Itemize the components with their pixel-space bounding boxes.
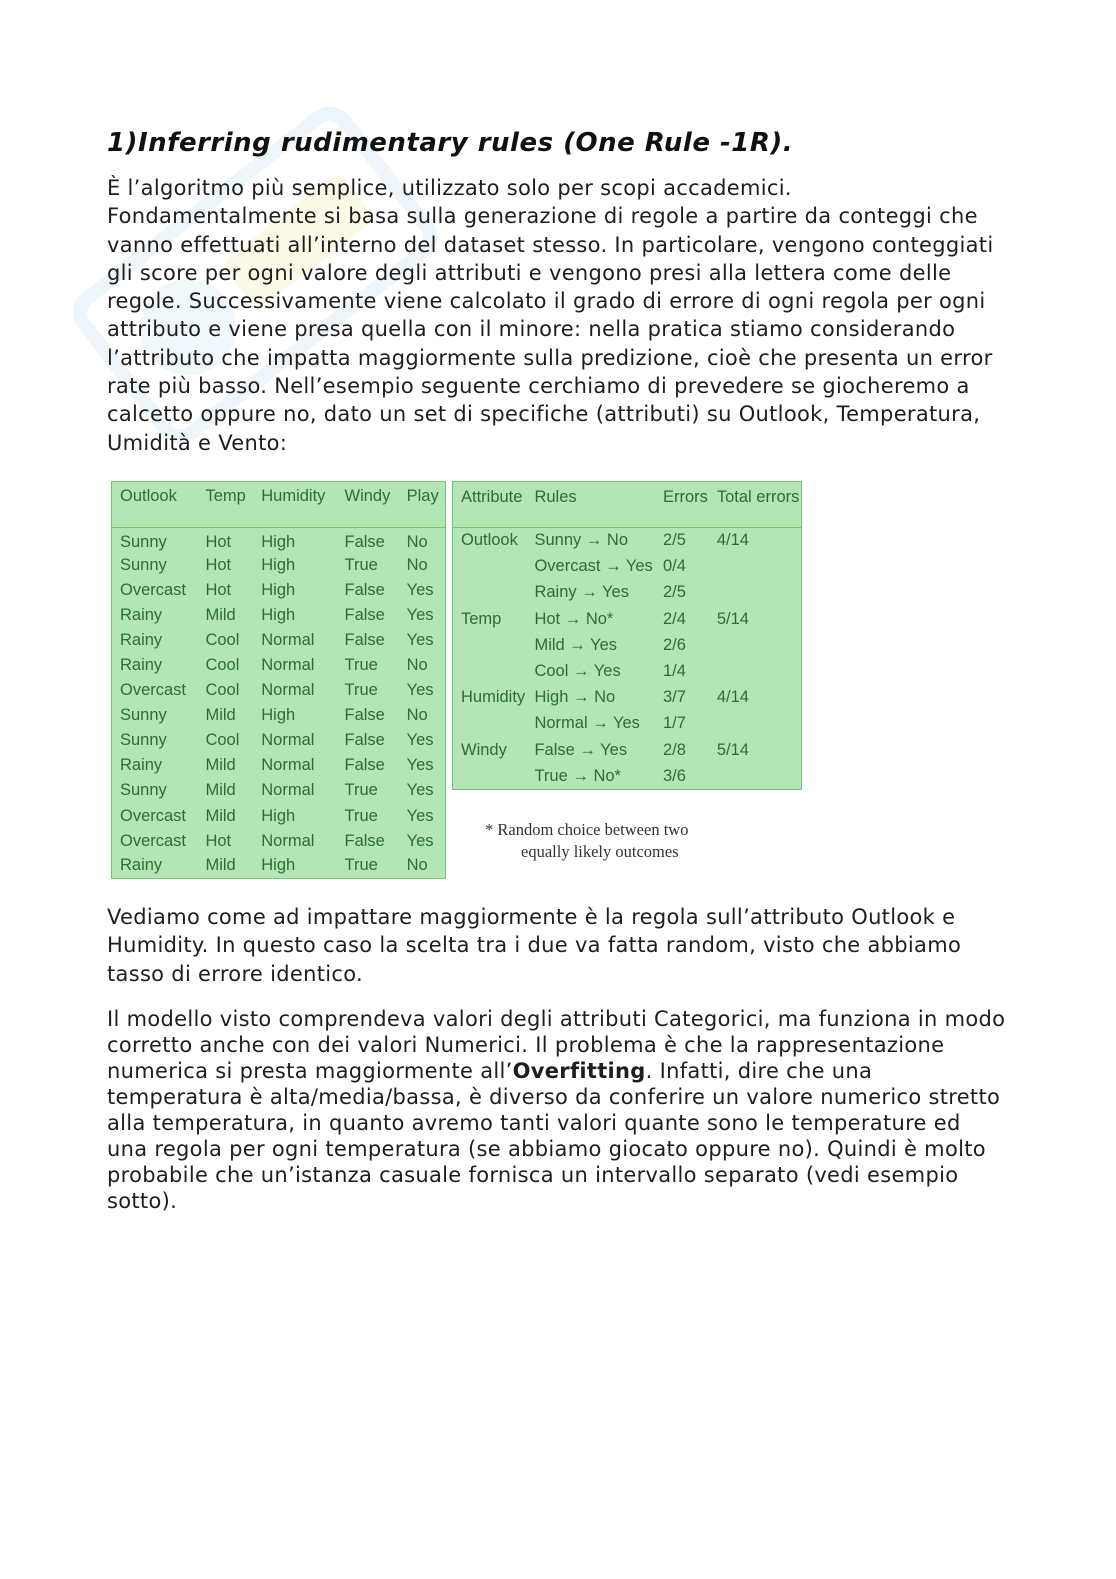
weather-cell: Overcast xyxy=(120,681,187,700)
weather-cell: Yes xyxy=(406,781,434,800)
table-row xyxy=(112,653,446,678)
table-row xyxy=(112,804,446,829)
weather-cell: False xyxy=(344,532,385,551)
weather-cell: True xyxy=(344,655,378,674)
rules-cell xyxy=(453,580,527,606)
rules-cell xyxy=(709,580,802,606)
table-row xyxy=(453,527,802,553)
rules-cell xyxy=(453,711,527,737)
table-row xyxy=(453,658,802,684)
weather-header-cell: Outlook xyxy=(112,481,198,527)
weather-cell: Sunny xyxy=(120,781,167,800)
weather-cell: Cool xyxy=(205,681,240,700)
weather-cell: Rainy xyxy=(120,605,163,624)
rules-cell: 3/7 xyxy=(663,688,686,707)
rules-cell: Cool → Yes xyxy=(534,662,621,680)
weather-cell: Sunny xyxy=(120,731,167,750)
rules-cell: 3/6 xyxy=(663,766,686,785)
figure-1r-example xyxy=(107,481,1007,881)
rules-cell: Overcast → Yes xyxy=(534,557,653,576)
rules-cell: 4/14 xyxy=(716,531,749,550)
weather-cell: False xyxy=(344,706,385,725)
weather-cell: Sunny xyxy=(120,532,167,551)
weather-header-cell: Temp xyxy=(197,481,253,527)
weather-cell: True xyxy=(344,781,378,800)
weather-cell: High xyxy=(261,856,296,875)
weather-cell: Rainy xyxy=(120,630,163,649)
weather-cell: True xyxy=(344,555,378,574)
rules-cell xyxy=(709,711,802,737)
rules-cell: Windy xyxy=(461,740,507,759)
table-row xyxy=(112,578,446,603)
weather-cell: Mild xyxy=(205,706,236,725)
weather-cell: Rainy xyxy=(120,856,163,875)
weather-cell: Overcast xyxy=(120,831,187,850)
weather-cell: Cool xyxy=(205,731,240,750)
weather-cell: Hot xyxy=(205,532,232,551)
rules-header-cell: Attribute xyxy=(453,481,527,527)
rules-cell: Outlook xyxy=(461,531,518,550)
weather-cell: Yes xyxy=(406,731,434,750)
rules-cell xyxy=(709,554,802,580)
table-row xyxy=(112,854,446,879)
weather-header-cell: Play xyxy=(399,481,446,527)
footnote-line-1: * Random choice between two xyxy=(485,819,689,839)
rules-cell: 0/4 xyxy=(663,557,686,576)
paragraph-overfitting xyxy=(107,1006,1007,1214)
rules-cell: True → No* xyxy=(534,766,621,785)
weather-cell: True xyxy=(344,806,378,825)
rules-cell: Humidity xyxy=(461,688,526,707)
weather-cell: No xyxy=(406,655,428,674)
weather-header-cell: Humidity xyxy=(253,481,336,527)
weather-cell: Sunny xyxy=(120,706,167,725)
rules-cell: Mild → Yes xyxy=(534,635,618,654)
rules-cell: 2/6 xyxy=(663,635,686,654)
paragraph-overfitting-end: . Infatti, dire che una temperatura è alta/media/bassa, è diverso da conferire un valore numerico stretto alla temperatura, in quanto avremo tanti valori quante sono le temperature ed una regola per ogni temperatura (se abbiamo giocato oppure no). Quindi è molto probabile che un’istanza casuale fornisca un intervallo separato (vedi esempio sotto). xyxy=(107,1058,1001,1213)
weather-cell: Normal xyxy=(261,681,315,700)
weather-cell: True xyxy=(344,856,378,875)
paragraph-outlook-humidity: Vediamo come ad impattare maggiormente è la regola sull’attributo Outlook e Humidity. In questo caso la scelta tra i due va fatta random, visto che abbiamo tasso di errore identico. xyxy=(107,904,962,986)
rules-cell xyxy=(453,658,527,684)
rules-cell xyxy=(453,554,527,580)
rules-cell xyxy=(709,763,802,789)
weather-cell: Hot xyxy=(205,580,232,599)
rules-header-cell: Total errors xyxy=(709,481,802,527)
weather-cell: Normal xyxy=(261,781,315,800)
rules-header-cell: Errors xyxy=(655,481,709,527)
rules-cell: False → Yes xyxy=(534,740,628,759)
intro-paragraph: È l’algoritmo più semplice, utilizzato solo per scopi accademici. Fondamentalmente si basa sulla generazione di regole a partire da conteggi che vanno effettuati all’interno del dataset stesso. In particolare, vengono conteggiati gli score per ogni valore degli attributi e vengono presi alla lettera come delle regole. Successivamente viene calcolato il grado di errore di ogni regola per ogni attributo e viene presa quella con il minore: nella pratica stiamo considerando l’attributo che impatta maggiormente sulla predizione, cioè che presenta un error rate più basso. Nell’esempio seguente cerchiamo di prevedere se giocheremo a calcetto oppure no, dato un set di specifiche (attributi) su Outlook, Temperatura, Umidità e Vento: xyxy=(107,176,994,455)
rules-cell xyxy=(453,763,527,789)
weather-cell: Yes xyxy=(406,831,434,850)
weather-header-cell: Windy xyxy=(337,481,399,527)
table-row xyxy=(112,603,446,628)
weather-cell: Mild xyxy=(205,806,236,825)
weather-cell: Mild xyxy=(205,756,236,775)
weather-cell: Overcast xyxy=(120,580,187,599)
table-row xyxy=(453,554,802,580)
rules-cell: 2/4 xyxy=(663,609,686,628)
rules-cell: High → No xyxy=(534,688,616,707)
weather-cell: False xyxy=(344,605,385,624)
table-row xyxy=(453,711,802,737)
weather-cell: Normal xyxy=(261,831,315,850)
weather-cell: Yes xyxy=(406,681,434,700)
weather-cell: Hot xyxy=(205,831,232,850)
rules-cell: 2/5 xyxy=(663,583,686,602)
weather-cell: Sunny xyxy=(120,555,167,574)
table-row xyxy=(453,606,802,632)
weather-cell: Normal xyxy=(261,756,315,775)
rules-cell: 4/14 xyxy=(716,688,749,707)
weather-cell: Yes xyxy=(406,630,434,649)
weather-cell: Rainy xyxy=(120,655,163,674)
table-row xyxy=(112,753,446,778)
rules-cell: Rainy → Yes xyxy=(534,583,629,602)
footnote-random-choice xyxy=(485,819,688,863)
weather-cell: Yes xyxy=(406,756,434,775)
rules-cell: 5/14 xyxy=(716,609,749,628)
weather-cell: False xyxy=(344,756,385,775)
rules-cell: Hot → No* xyxy=(534,609,614,628)
rules-cell: Temp xyxy=(461,609,502,628)
table-row xyxy=(112,553,446,578)
table-row xyxy=(112,527,446,552)
weather-cell: False xyxy=(344,580,385,599)
overfitting-term: Overfitting xyxy=(512,1058,646,1083)
weather-cell: Rainy xyxy=(120,756,163,775)
rules-cell: 1/4 xyxy=(663,662,686,680)
weather-cell: Yes xyxy=(406,580,434,599)
weather-cell: Mild xyxy=(205,856,236,875)
footnote-line-2: equally likely outcomes xyxy=(521,841,679,861)
table-row xyxy=(112,778,446,803)
table-row xyxy=(453,737,802,763)
weather-cell: High xyxy=(261,555,296,574)
weather-cell: Normal xyxy=(261,731,315,750)
rules-errors-table xyxy=(452,481,802,790)
table-row xyxy=(453,763,802,789)
weather-cell: High xyxy=(261,532,296,551)
rules-cell: Normal → Yes xyxy=(534,714,640,733)
table-row xyxy=(112,829,446,854)
weather-cell: Hot xyxy=(205,555,232,574)
table-row xyxy=(453,685,802,711)
rules-cell: 2/5 xyxy=(663,531,686,550)
rules-cell: 2/8 xyxy=(663,740,686,759)
section-heading: 1)Inferring rudimentary rules (One Rule -1R). xyxy=(107,128,794,158)
table-row xyxy=(453,580,802,606)
table-row xyxy=(453,632,802,658)
weather-cell: Mild xyxy=(205,605,236,624)
weather-cell: Yes xyxy=(406,806,434,825)
weather-cell: Cool xyxy=(205,655,240,674)
weather-cell: False xyxy=(344,630,385,649)
weather-cell: Overcast xyxy=(120,806,187,825)
rules-header-cell: Rules xyxy=(526,481,655,527)
rules-cell xyxy=(453,632,527,658)
weather-cell: Cool xyxy=(205,630,240,649)
table-row xyxy=(112,678,446,703)
weather-cell: False xyxy=(344,731,385,750)
weather-cell: Normal xyxy=(261,655,315,674)
document-page xyxy=(107,128,1007,1214)
table-row xyxy=(112,728,446,753)
paragraph-overfitting-start: Il modello visto comprendeva valori degli attributi Categorici, ma funziona in modo corretto anche con dei valori Numerici. Il problema è che la rappresentazione numerica si presta maggiormente all’ xyxy=(107,1006,1006,1083)
weather-cell: No xyxy=(406,555,428,574)
rules-cell: 1/7 xyxy=(663,714,686,733)
weather-cell: High xyxy=(261,706,296,725)
table-row xyxy=(112,703,446,728)
weather-dataset-table xyxy=(111,481,446,879)
weather-cell: Mild xyxy=(205,781,236,800)
weather-cell: True xyxy=(344,681,378,700)
weather-cell: Yes xyxy=(406,605,434,624)
weather-cell: No xyxy=(406,532,428,551)
rules-cell xyxy=(709,658,802,684)
weather-cell: False xyxy=(344,831,385,850)
weather-cell: Normal xyxy=(261,630,315,649)
rules-cell xyxy=(709,632,802,658)
weather-cell: No xyxy=(406,856,428,875)
weather-cell: No xyxy=(406,706,428,725)
weather-cell: High xyxy=(261,806,296,825)
rules-cell: 5/14 xyxy=(716,740,749,759)
rules-cell: Sunny → No xyxy=(534,531,629,550)
weather-cell: High xyxy=(261,605,296,624)
table-row xyxy=(112,628,446,653)
weather-cell: High xyxy=(261,580,296,599)
